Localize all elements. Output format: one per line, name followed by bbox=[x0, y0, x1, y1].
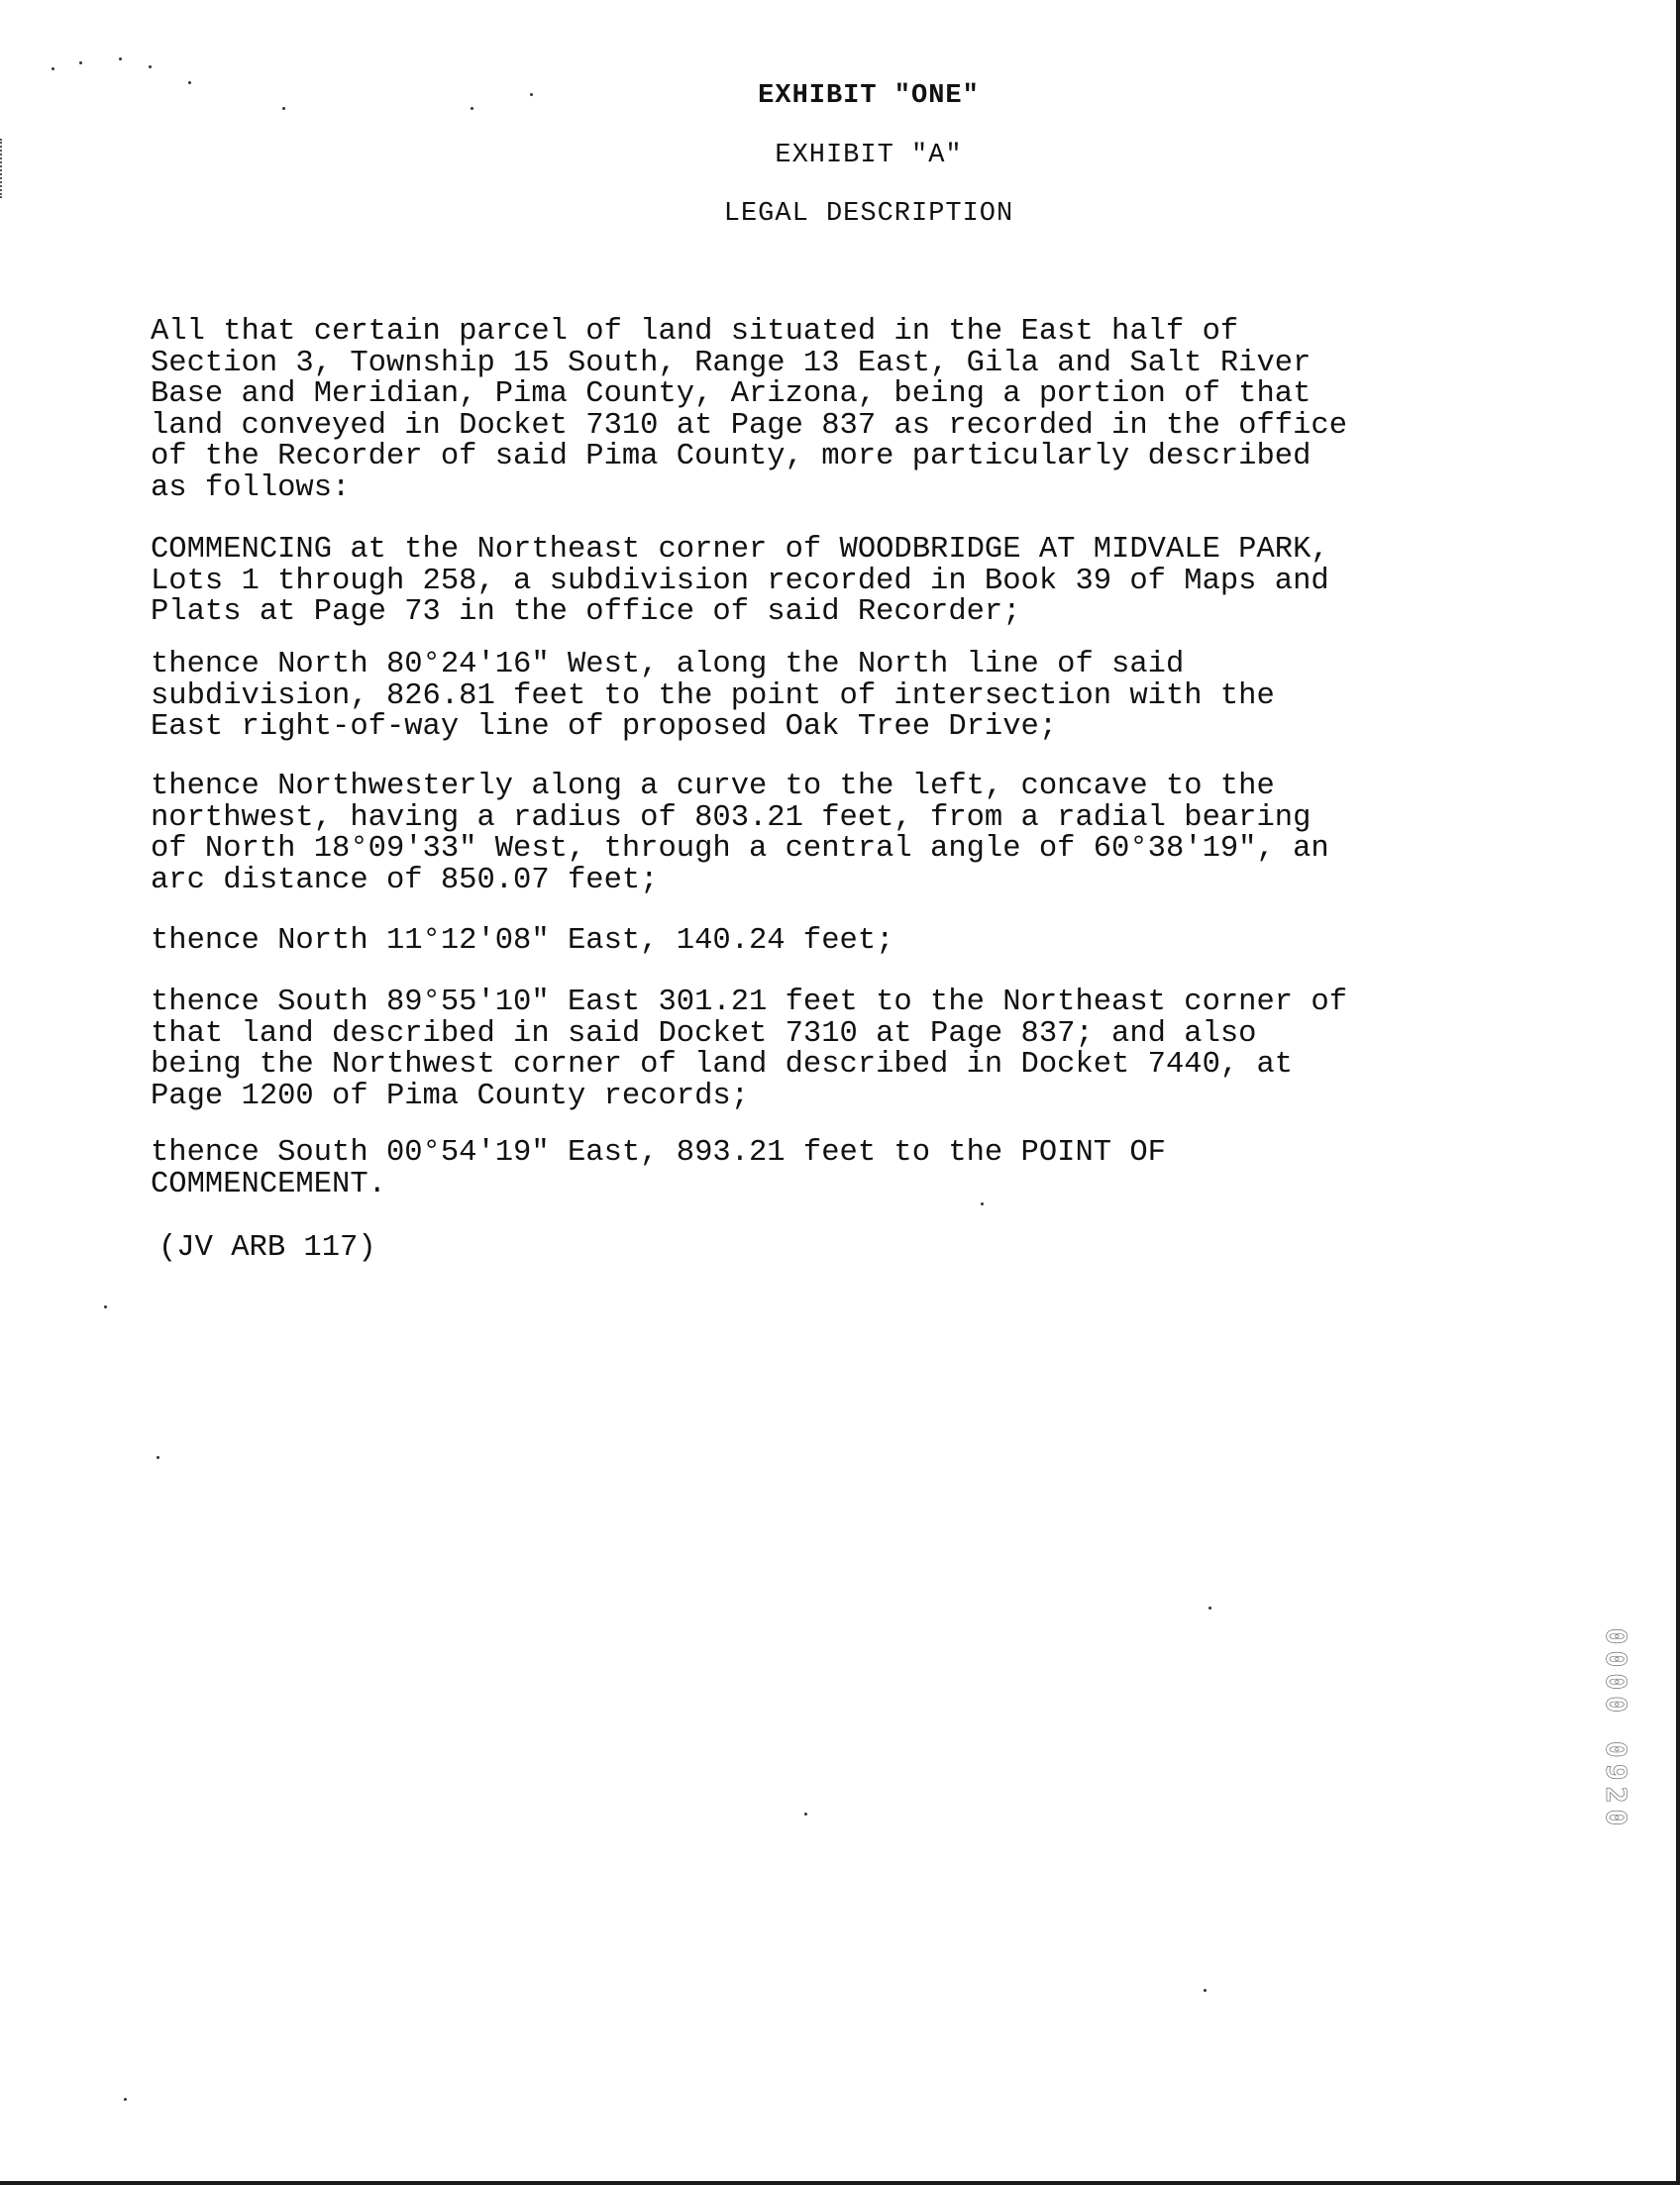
text-line: thence South 89°55'10" East 301.21 feet to the Northeast corner of bbox=[151, 986, 1347, 1019]
scan-speck bbox=[124, 2098, 127, 2101]
legal-description-heading: LEGAL DESCRIPTION bbox=[723, 199, 1014, 229]
side-stamp-text: 0000 0920 bbox=[1600, 1627, 1633, 1832]
text-line: Plats at Page 73 in the office of said Recorder; bbox=[151, 595, 1021, 629]
page-right-border bbox=[1676, 0, 1680, 2185]
text-line: subdivision, 826.81 feet to the point of intersection with the bbox=[151, 678, 1275, 713]
text-line: as follows: bbox=[151, 470, 351, 505]
text-line: that land described in said Docket 7310 at Page 837; and also bbox=[151, 1016, 1257, 1051]
scan-speck bbox=[157, 1456, 159, 1459]
paragraph-thence-curve bbox=[151, 772, 1329, 896]
reference-code bbox=[158, 1233, 376, 1265]
exhibit-a-heading: EXHIBIT "A" bbox=[775, 141, 963, 170]
scan-speck bbox=[1204, 1989, 1207, 1992]
text-line: Section 3, Township 15 South, Range 13 East, Gila and Salt River bbox=[151, 346, 1312, 380]
text-line: Page 1200 of Pima County records; bbox=[151, 1079, 749, 1113]
text-line: thence North 11°12'08" East, 140.24 feet; bbox=[151, 924, 894, 958]
scan-margin-marks bbox=[0, 139, 6, 198]
side-stamp-number bbox=[1597, 1565, 1636, 1902]
text-line: All that certain parcel of land situated in the East half of bbox=[151, 315, 1239, 349]
text-line: (JV ARB 117) bbox=[158, 1231, 376, 1265]
exhibit-one-heading: EXHIBIT "ONE" bbox=[758, 81, 980, 111]
text-line: East right-of-way line of proposed Oak Tree Drive; bbox=[151, 710, 1058, 744]
text-line: land conveyed in Docket 7310 at Page 837 as recorded in the office bbox=[151, 408, 1347, 443]
text-line: of North 18°09'33" West, through a central angle of 60°38'19", an bbox=[151, 832, 1329, 866]
scan-speck bbox=[981, 1202, 984, 1205]
scan-speck bbox=[119, 57, 122, 60]
text-line: northwest, having a radius of 803.21 feet, from a radial bearing bbox=[151, 800, 1312, 835]
scan-speck bbox=[149, 65, 152, 68]
scan-speck bbox=[1208, 1607, 1211, 1610]
text-line: thence South 00°54'19" East, 893.21 feet to the POINT OF bbox=[151, 1136, 1166, 1170]
text-line: of the Recorder of said Pima County, more particularly described bbox=[151, 440, 1312, 473]
text-line: Lots 1 through 258, a subdivision recorded in Book 39 of Maps and bbox=[151, 564, 1329, 598]
paragraph-parcel-description bbox=[151, 317, 1347, 504]
text-line: Base and Meridian, Pima County, Arizona, being a portion of that bbox=[151, 377, 1312, 411]
paragraph-commencing bbox=[151, 535, 1329, 629]
paragraph-thence-north-east bbox=[151, 926, 893, 958]
scan-speck bbox=[79, 61, 82, 64]
text-line: COMMENCING at the Northeast corner of WOODBRIDGE AT MIDVALE PARK, bbox=[151, 533, 1329, 567]
text-line: arc distance of 850.07 feet; bbox=[151, 863, 659, 897]
text-line: COMMENCEMENT. bbox=[151, 1167, 386, 1201]
paragraph-point-of-commencement bbox=[151, 1138, 1166, 1200]
text-line: thence Northwesterly along a curve to the left, concave to the bbox=[151, 770, 1275, 803]
text-line: being the Northwest corner of land described in Docket 7440, at bbox=[151, 1048, 1294, 1082]
scan-speck bbox=[52, 67, 54, 70]
paragraph-thence-north-west bbox=[151, 650, 1275, 744]
scan-speck bbox=[104, 1305, 107, 1308]
paragraph-thence-south-east bbox=[151, 988, 1347, 1112]
page-bottom-border bbox=[0, 2181, 1680, 2185]
scan-speck bbox=[804, 1813, 807, 1816]
text-line: thence North 80°24'16" West, along the North line of said bbox=[151, 648, 1185, 681]
